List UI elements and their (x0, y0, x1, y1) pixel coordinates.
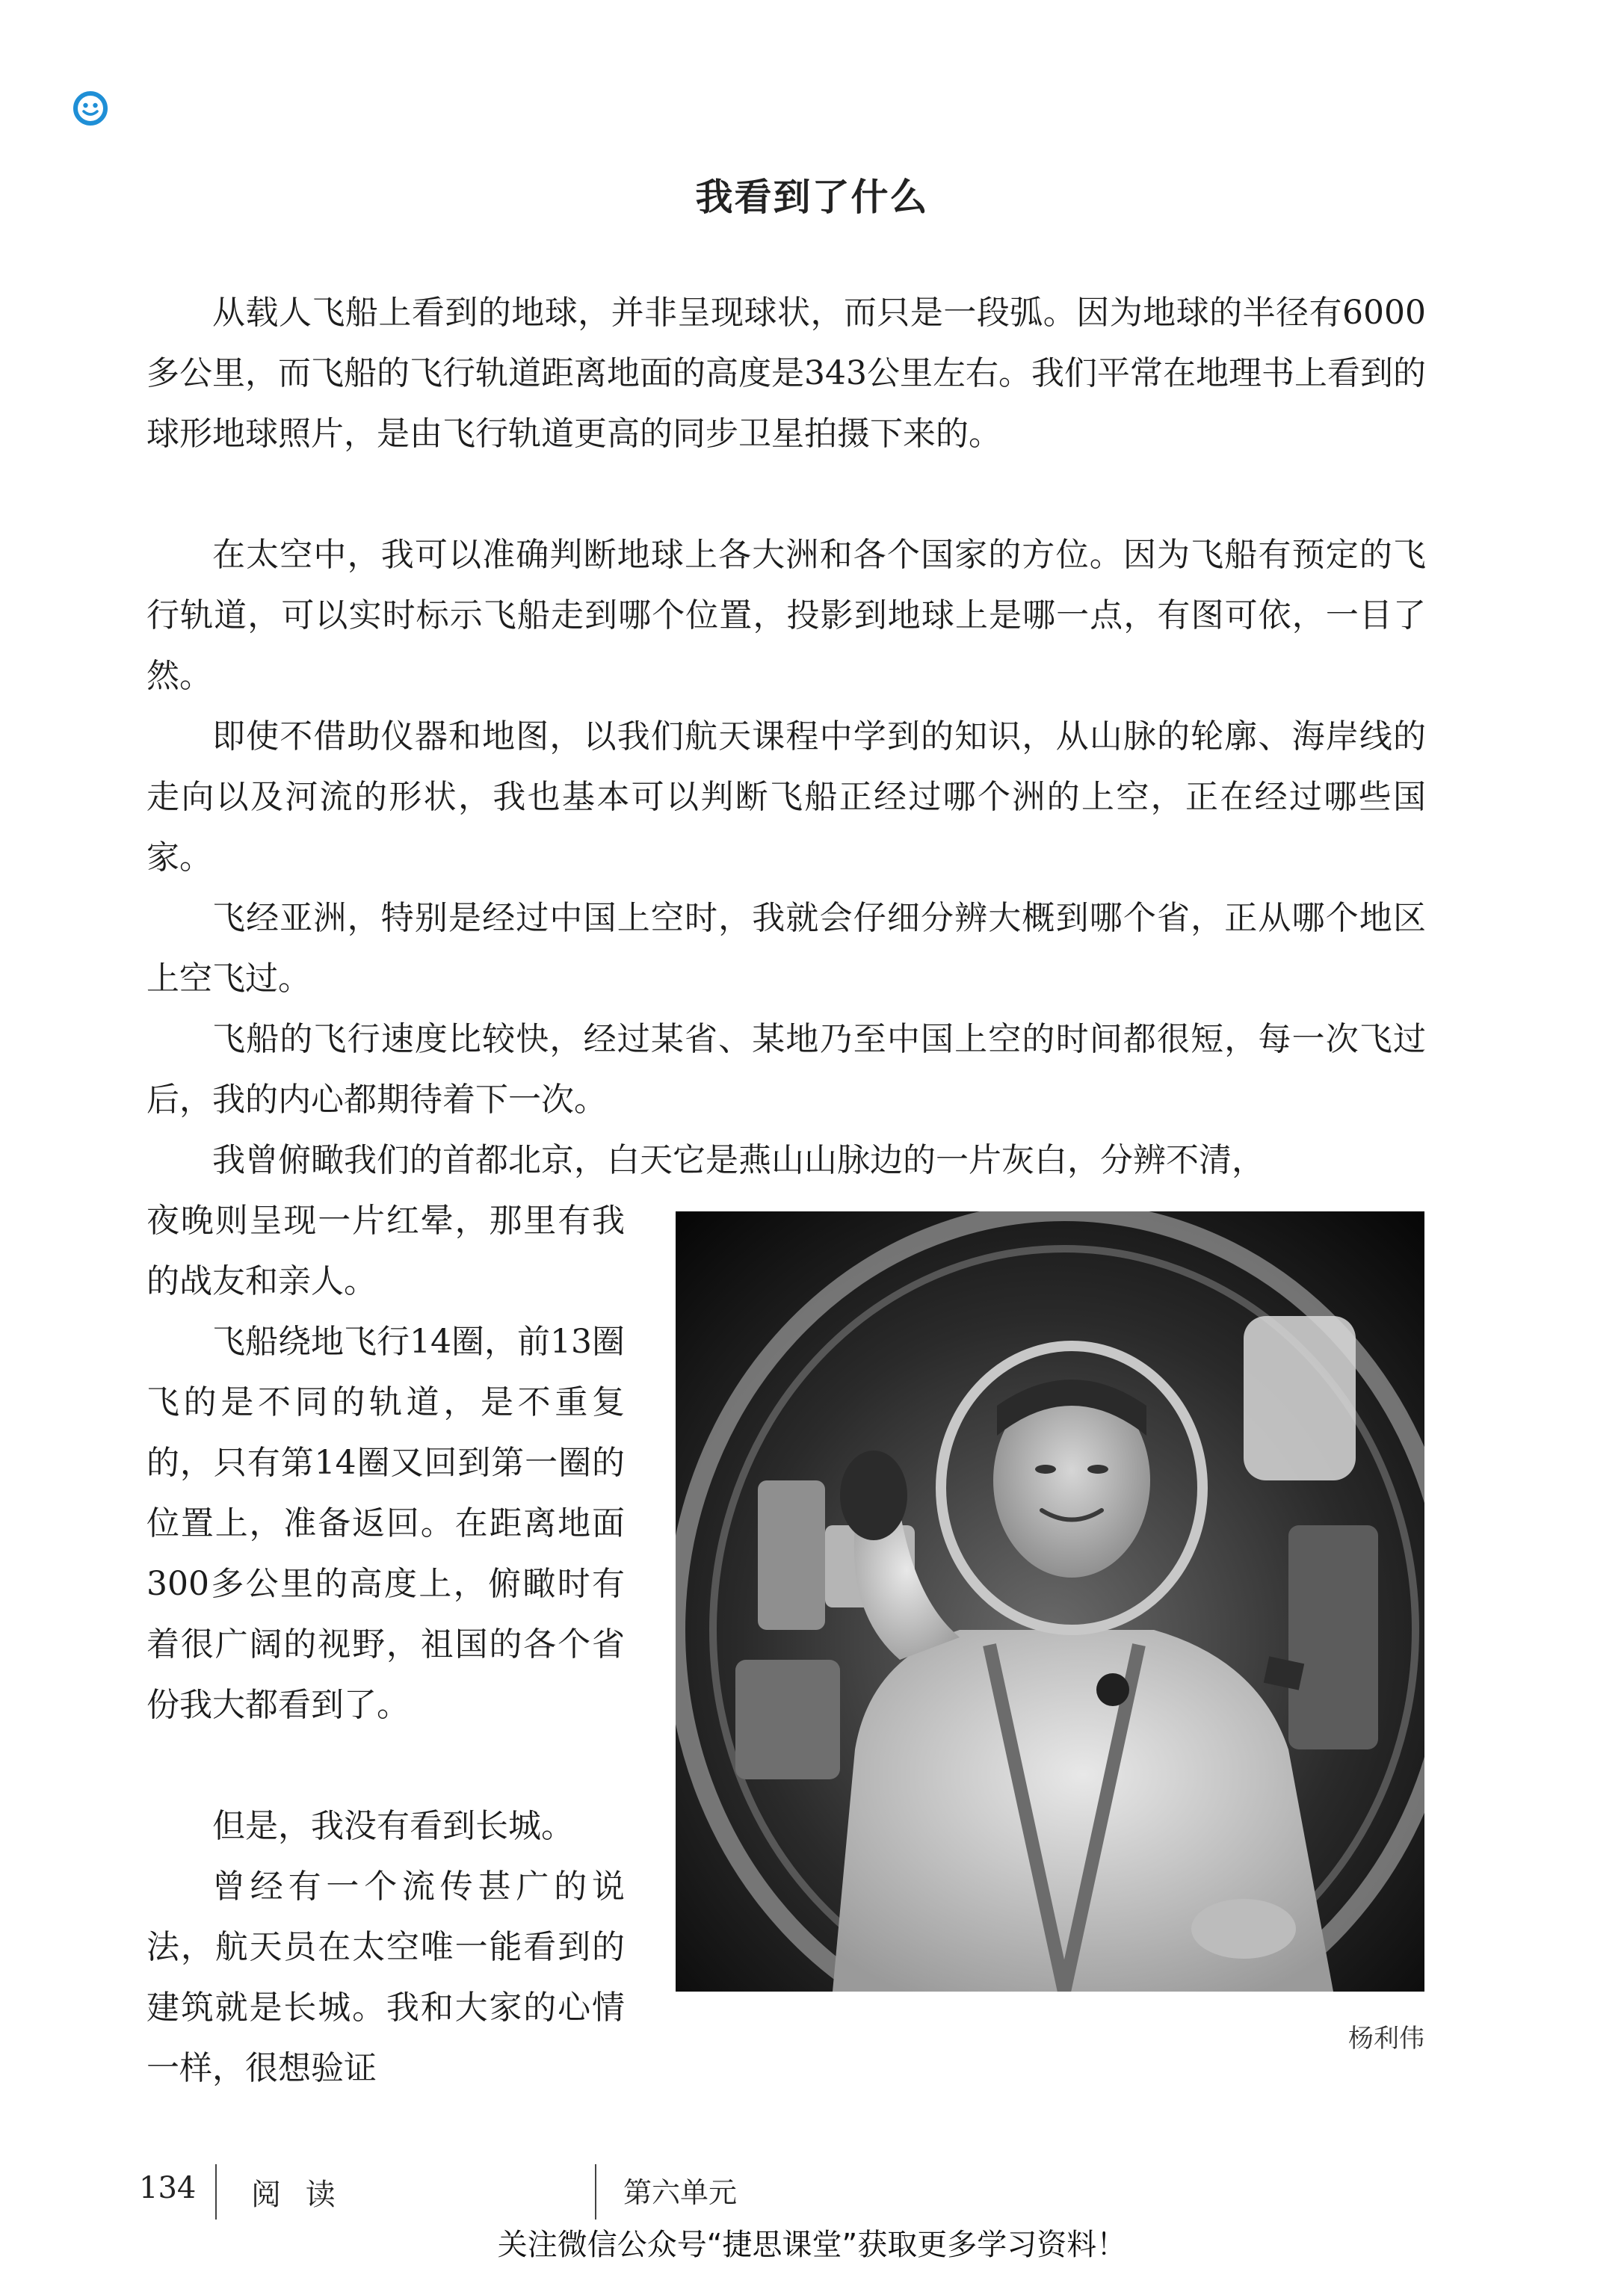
paragraph-7: 飞船绕地飞行14圈，前13圈飞的是不同的轨道，是不重复的，只有第14圈又回到第一圈的位置上，准备返回。在距离地面300多公里的高度上，俯瞰时有着很广阔的视野，祖国的各个省份我大都看到了。 (146, 1323, 625, 1724)
paragraph-2: 在太空中，我可以准确判断地球上各大洲和各个国家的方位。因为飞船有预定的飞行轨道，可以实时标示飞船走到哪个位置，投影到地球上是哪一点，有图可依，一目了然。 (146, 536, 1426, 695)
page-title: 我看到了什么 (695, 176, 929, 219)
paragraph-4: 飞经亚洲，特别是经过中国上空时，我就会仔细分辨大概到哪个省，正从哪个地区上空飞过。 (146, 899, 1426, 998)
paragraph-6: 我曾俯瞰我们的首都北京，白天它是燕山山脉边的一片灰白，分辨不清， (212, 1141, 1265, 1179)
paragraph-5: 飞船的飞行速度比较快，经过某省、某地乃至中国上空的时间都很短，每一次飞过后，我的内心都期待着下一次。 (146, 1020, 1426, 1119)
paragraph-8: 但是，我没有看到长城。 (212, 1807, 574, 1845)
footer-unit: 第六单元 (623, 2176, 738, 2209)
paragraph-9: 曾经有一个流传甚广的说法，航天员在太空唯一能看到的建筑就是长城。我和大家的心情一样，很想验证 (146, 1868, 625, 2087)
photo-caption: 杨利伟 (1348, 2024, 1424, 2054)
astronaut-photo (676, 1211, 1424, 1992)
paragraph-3: 即使不借助仪器和地图，以我们航天课程中学到的知识，从山脉的轮廓、海岸线的走向以及河流的形状，我也基本可以判断飞船正经过哪个洲的上空，正在经过哪些国家。 (146, 717, 1426, 877)
promo-text: 关注微信公众号“捷思课堂”获取更多学习资料！ (497, 2228, 1127, 2262)
footer-divider (215, 2164, 217, 2220)
page-number: 134 (139, 2171, 197, 2205)
paragraph-6-continued: 夜晚则呈现一片红晕，那里有我的战友和亲人。 (146, 1202, 625, 1300)
footer-section: 阅 读 (251, 2178, 343, 2212)
footer-divider (595, 2164, 596, 2220)
smiley-icon (72, 90, 109, 127)
paragraph-1: 从载人飞船上看到的地球，并非呈现球状，而只是一段弧。因为地球的半径有6000多公里，而飞船的飞行轨道距离地面的高度是343公里左右。我们平常在地理书上看到的球形地球照片，是由飞行轨道更高的同步卫星拍摄下来的。 (146, 294, 1426, 453)
